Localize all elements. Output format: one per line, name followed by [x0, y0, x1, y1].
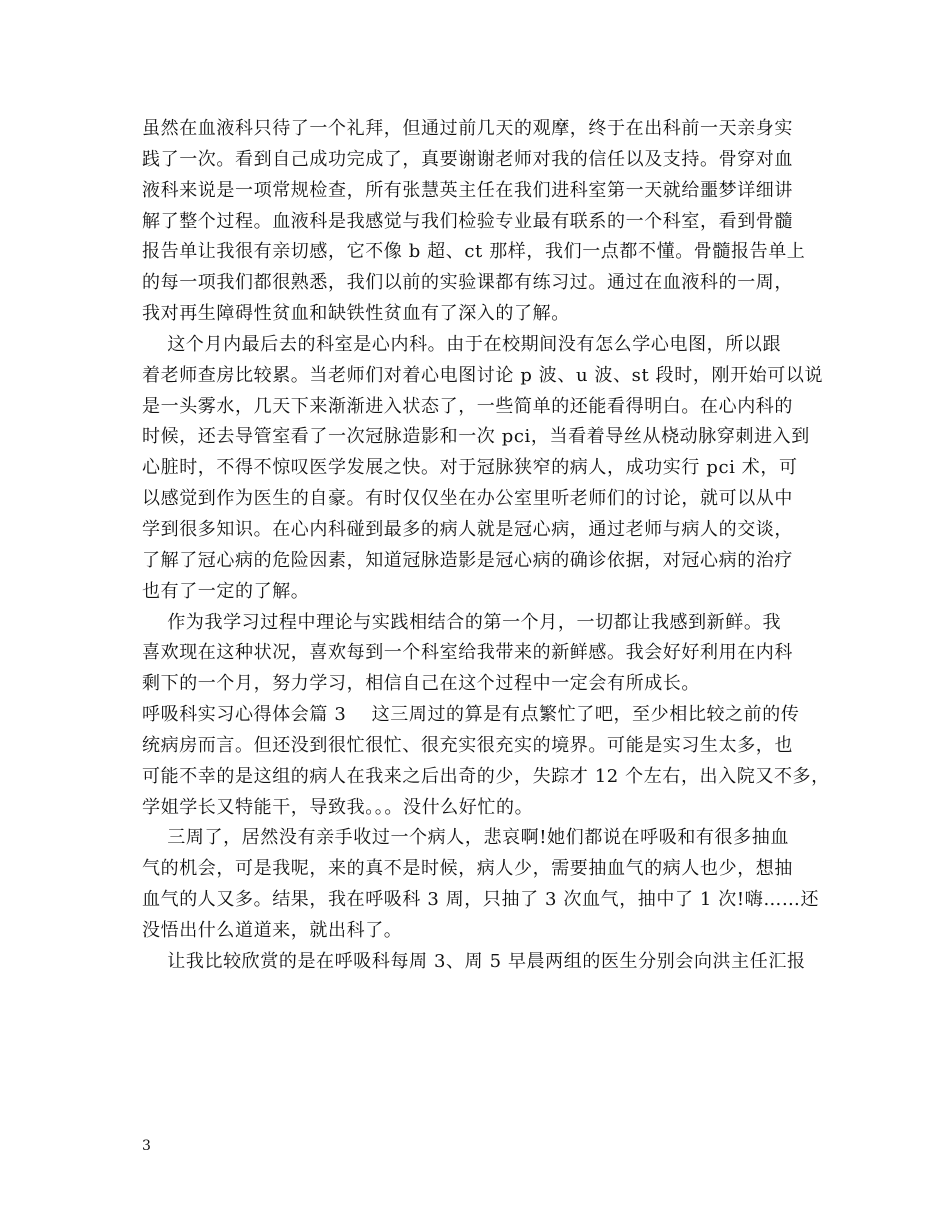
text-line: 液科来说是一项常规检查，所有张慧英主任在我们进科室第一天就给噩梦详细讲 [142, 179, 793, 201]
text-line: 的每一项我们都很熟悉，我们以前的实验课都有练习过。通过在血液科的一周， [142, 272, 793, 294]
text-line: 气的机会，可是我呢，来的真不是时候，病人少，需要抽血气的病人也少，想抽 [142, 858, 793, 880]
text-line: 心脏时，不得不惊叹医学发展之快。对于冠脉狭窄的病人，成功实行 pci 术，可 [142, 457, 798, 479]
page-number: 3 [142, 1138, 151, 1154]
text-line: 是一头雾水，几天下来渐渐进入状态了，一些简单的还能看得明白。在心内科的 [142, 395, 793, 417]
text-line: 学姐学长又特能干，导致我。。。没什么好忙的。 [142, 796, 534, 818]
text-line: 践了一次。看到自己成功完成了，真要谢谢老师对我的信任以及支持。骨穿对血 [142, 148, 793, 170]
text-line: 着老师查房比较累。当老师们对着心电图讨论 p 波、u 波、st 段时，刚开始可以说 [142, 364, 824, 386]
text-line: 也有了一定的了解。 [142, 580, 310, 602]
text-line: 时候，还去导管室看了一次冠脉造影和一次 pci，当看着导丝从桡动脉穿刺进入到 [142, 426, 810, 448]
body-text [142, 114, 830, 978]
text-line: 三周了，居然没有亲手收过一个病人，悲哀啊!她们都说在呼吸和有很多抽血 [142, 827, 789, 849]
text-line: 喜欢现在这种状况，喜欢每到一个科室给我带来的新鲜感。我会好好利用在内科 [142, 642, 793, 664]
text-line: 解了整个过程。血液科是我感觉与我们检验专业最有联系的一个科室，看到骨髓 [142, 210, 793, 232]
text-line: 我对再生障碍性贫血和缺铁性贫血有了深入的了解。 [142, 303, 570, 325]
text-line: 虽然在血液科只待了一个礼拜，但通过前几天的观摩，终于在出科前一天亲身实 [142, 118, 793, 139]
text-line: 这个月内最后去的科室是心内科。由于在校期间没有怎么学心电图，所以跟 [142, 333, 782, 355]
text-line: 没悟出什么道道来，就出科了。 [142, 919, 403, 941]
text-line: 学到很多知识。在心内科碰到最多的病人就是冠心病，通过老师与病人的交谈， [142, 518, 793, 540]
section-heading-line: 呼吸科实习心得体会篇 3 这三周过的算是有点繁忙了吧，至少相比较之前的传 [142, 704, 800, 726]
text-line: 了解了冠心病的危险因素，知道冠脉造影是冠心病的确诊依据，对冠心病的治疗 [142, 549, 793, 571]
text-line: 可能不幸的是这组的病人在我来之后出奇的少，失踪才 12 个左右，出入院又不多， [142, 765, 830, 787]
text-line: 让我比较欣赏的是在呼吸科每周 3、周 5 早晨两组的医生分别会向洪主任汇报 [142, 950, 806, 972]
text-line: 以感觉到作为医生的自豪。有时仅仅坐在办公室里听老师们的讨论，就可以从中 [142, 488, 793, 510]
text-line: 作为我学习过程中理论与实践相结合的第一个月，一切都让我感到新鲜。我 [142, 611, 782, 633]
text-line: 剩下的一个月，努力学习，相信自己在这个过程中一定会有所成长。 [142, 673, 700, 695]
text-line: 统病房而言。但还没到很忙很忙、很充实很充实的境界。可能是实习生太多，也 [142, 734, 793, 756]
text-line: 报告单让我很有亲切感，它不像 b 超、ct 那样，我们一点都不懂。骨髓报告单上 [142, 241, 806, 263]
text-line: 血气的人又多。结果，我在呼吸科 3 周，只抽了 3 次血气，抽中了 1 次!嗨……还 [142, 889, 820, 911]
